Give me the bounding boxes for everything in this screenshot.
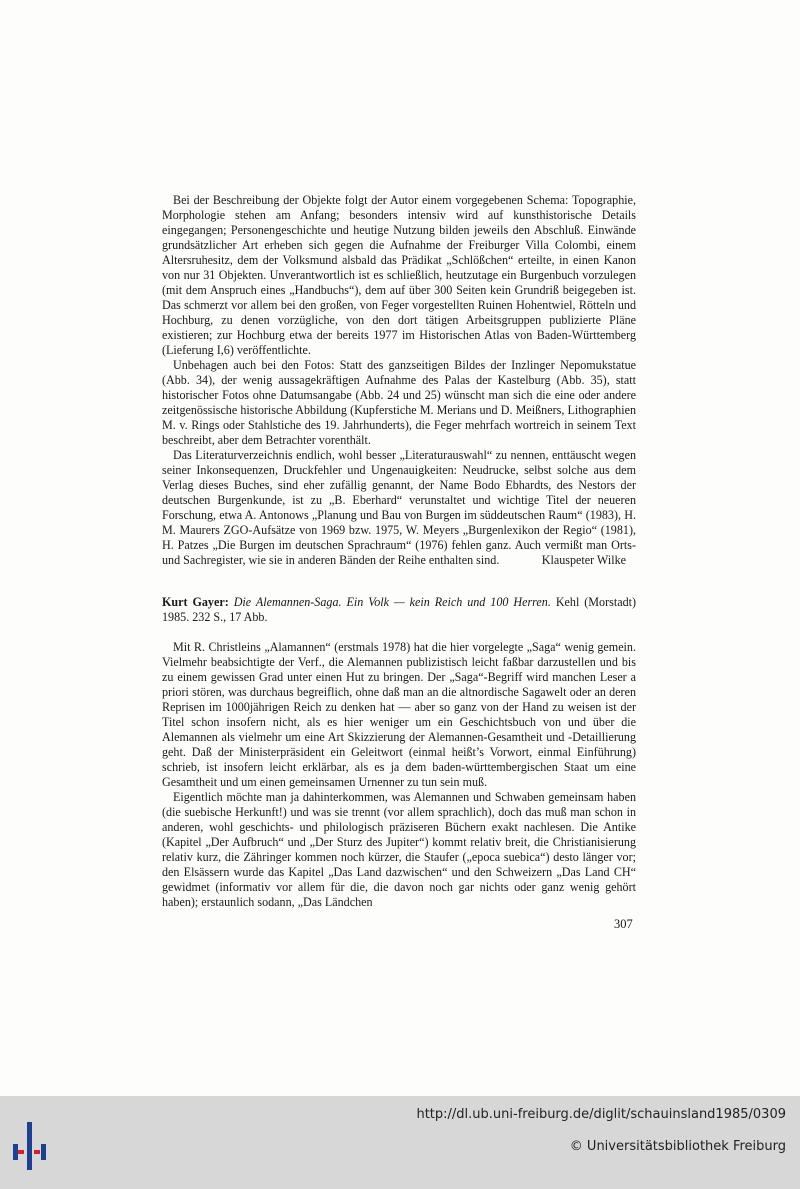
reviewer-name: Klauspeter Wilke [541, 553, 626, 567]
review-2 [162, 595, 636, 910]
review-2-paragraph-1: Mit R. Christleins „Alamannen“ (erstmals 1978) hat die hier vorgelegte „Saga“ wenig gemein. Vielmehr beabsichtigte der Verf., die Alemannen publizistisch leicht faßbar darzustellen und bis zu einem gewissen Grad unter einen Hut zu bringen. Der „Saga“-Begriff wird manchen Leser a priori stören, was durchaus begreiflich, ohne daß man an die altnordische Sagawelt oder an deren Reprisen im 1000jährigen Reich zu denken hat — aber so ganz von der Hand zu weisen ist der Titel schon insofern nicht, als es hier weniger um ein Geschichtsbuch von und über die Alemannen als vielmehr um eine Art Skizzierung der Alemannen-Gesamtheit und -Detaillierung geht. Daß der Ministerpräsident ein Geleitwort (einmal heißt’s Vorwort, einmal Einführung) schrieb, ist insofern leicht erklärbar, als es ja dem baden-württembergischen Staat um eine Gesamtheit und um einen gemeinsamen Urnenner zu tun sein muß. [162, 640, 636, 789]
review-1-paragraph-2: Unbehagen auch bei den Fotos: Statt des ganzseitigen Bildes der Inzlinger Nepomukstatue (Abb. 34), der wenig aussagekräftigen Aufnahme des Palas der Kastelburg (Abb. 35), statt historischer Fotos ohne Datumsangabe (Abb. 24 und 25) wünscht man sich die eine oder andere zeitgenössische historische Abbildung (Kupferstiche M. Merians und D. Meißners, Lithographien M. v. Rings oder Stahlstiche des 19. Jahrhunderts), die Feger mehrfach wortreich in seinem Text beschreibt, aber dem Betrachter vorenthält. [162, 358, 636, 447]
review-2-paragraph-2: Eigentlich möchte man ja dahinterkommen, was Alemannen und Schwaben gemeinsam haben (die suebische Herkunft!) und was sie trennt (vor allem sprachlich), doch das muß man schon in anderen, wohl geschichts- und philologisch präziseren Büchern exakt nachlesen. Die Antike (Kapitel „Der Aufbruch“ und „Der Sturz des Jupiter“) kommt relativ breit, die Christianisierung relativ kurz, die Zähringer kommen noch kürzer, die Staufer („epoca suebica“) desto länger vor; den Elsässern wurde das Kapitel „Das Land dazwischen“ und den Schweizern „Das Land CH“ gewidmet (informativ vor allem für die, die davon noch gar nichts oder ganz wenig gehört haben); erstaunlich sodann, „Das Ländchen [162, 790, 636, 909]
document-url-link[interactable]: http://dl.ub.uni-freiburg.de/diglit/schauinsland1985/0309 [416, 1107, 786, 1122]
review-2-title: Die Alemannen-Saga. Ein Volk — kein Reich und 100 Herren. [233, 595, 551, 609]
review-2-author: Kurt Gayer: [162, 595, 229, 609]
review-2-publication: Kehl (Morstadt) 1985. 232 S., 17 Abb. [162, 595, 637, 624]
ub-freiburg-logo-icon [10, 1114, 50, 1170]
review-1-paragraph-1: Bei der Beschreibung der Objekte folgt der Autor einem vorgegebenen Schema: Topographie, Morphologie stehen am Anfang; besonders intensiv wird auf kunsthistorische Details eingegangen; Personengeschichte und heutige Nutzung bilden jeweils den Abschluß. Einwände grundsätzlicher Art erheben sich gegen die Aufnahme der Freiburger Villa Colombi, einem Altersruhesitz, dem der Volksmund alsbald das Prädikat „Schlößchen“ erteilte, in einen Kanon von nur 31 Objekten. Unverantwortlich ist es schließlich, heutzutage ein Burgenbuch vorzulegen (mit dem Anspruch eines „Handbuchs“), dem auf über 300 Seiten kein Grundriß beigegeben ist. Das schmerzt vor allem bei den großen, von Feger vorgestellten Ruinen Hohentwiel, Rötteln und Hochburg, zu denen vorzügliche, von den dort tätigen Arbeitsgruppen publizierte Pläne existieren; zur Hochburg etwa der bereits 1977 im Historischen Atlas von Baden-Württemberg (Lieferung I,6) veröffentlichte. [162, 193, 636, 357]
copyright-notice: © Universitätsbibliothek Freiburg [569, 1139, 786, 1154]
library-footer [0, 1096, 800, 1189]
review-2-heading [162, 595, 636, 625]
page-number: 307 [614, 917, 633, 931]
review-1 [162, 193, 636, 568]
review-1-paragraph-3 [162, 448, 636, 568]
review-1-paragraph-3-text: Das Literaturverzeichnis endlich, wohl besser „Literaturauswahl“ zu nennen, enttäuscht wegen seiner Inkonsequenzen, Druckfehler und Ungenauigkeiten: Neudrucke, selbst solche aus dem Verlag dieses Buches, sind eher zufällig genannt, der Name Bodo Ebhardts, des Nestors der deutschen Burgenkunde, ist zu „B. Eberhard“ verunstaltet und wichtige Titel der neueren Forschung, etwa A. Antonows „Planung und Bau von Burgen im süddeutschen Raum“ (1983), H. M. Maurers ZGO-Aufsätze von 1969 bzw. 1975, W. Meyers „Burgenlexikon der Regio“ (1981), H. Patzes „Die Burgen im deutschen Sprachraum“ (1976) fehlen ganz. Auch vermißt man Orts- und Sachregister, wie sie in anderen Bänden der Reihe enthalten sind. [162, 448, 636, 567]
